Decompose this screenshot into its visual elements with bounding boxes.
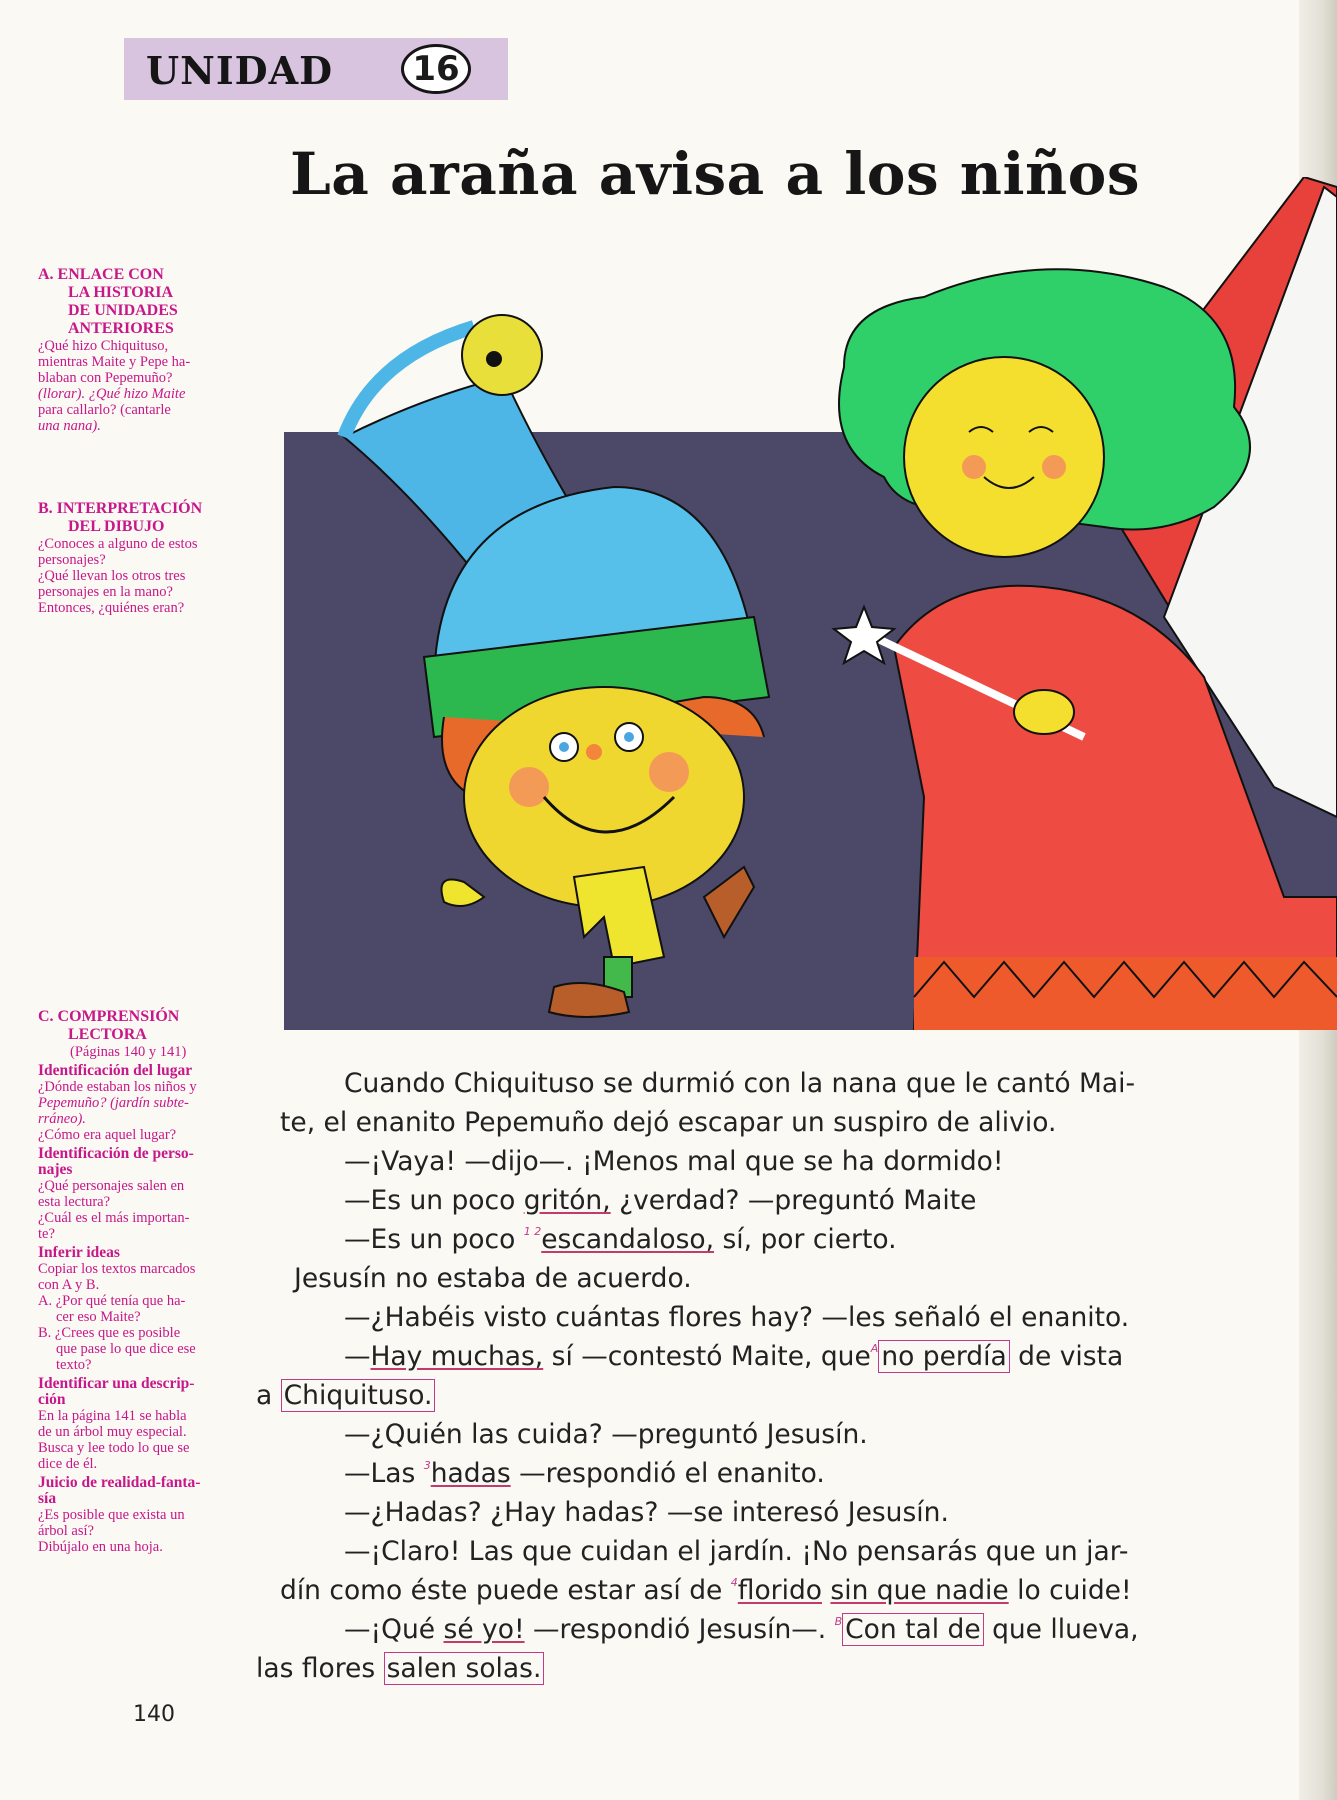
story-line: Cuando Chiquituso se durmió con la nana que le cantó Mai- — [344, 1068, 1136, 1099]
subsection-line: que pase lo que dice ese — [56, 1341, 196, 1357]
subsection-title: Identificar una descrip- — [38, 1375, 195, 1392]
underlined-text: sin que nadie — [830, 1575, 1009, 1606]
marked-text-a-cont: Chiquituso. — [281, 1379, 436, 1412]
vocab-marker: 1 2 — [523, 1225, 542, 1238]
subsection-line: con A y B. — [38, 1277, 100, 1293]
story-line: —¿Hadas? ¿Hay hadas? —se interesó Jesusín. — [344, 1497, 949, 1528]
text-run: —respondió el enanito. — [510, 1458, 825, 1489]
story-line: Jesusín no estaba de acuerdo. — [294, 1263, 692, 1294]
subsection-line: ¿Dónde estaban los niños y — [38, 1079, 197, 1095]
fairy-cheek — [1042, 455, 1066, 479]
vocab-marker: 4 — [730, 1576, 738, 1589]
subsection-line: Pepemuño? (jardín subte- — [38, 1095, 189, 1111]
subsection-title: Juicio de realidad-fanta- — [38, 1474, 201, 1491]
section-c-heading-2: LECTORA — [68, 1026, 147, 1043]
story-line — [256, 1649, 1234, 1688]
subsection-line: esta lectura? — [38, 1194, 111, 1210]
sidebar-section-a — [38, 266, 282, 434]
subsection-line: ¿Es posible que exista un — [38, 1507, 185, 1523]
section-a-line: mientras Maite y Pepe ha- — [38, 354, 191, 370]
section-a-line: para callarlo? (cantarle — [38, 402, 171, 418]
section-a-line: una nana). — [38, 418, 101, 434]
vocab-word-florido: florido — [737, 1575, 822, 1606]
subsection-line: A. ¿Por qué tenía que ha- — [38, 1293, 186, 1309]
vocab-word-hadas: hadas — [430, 1458, 511, 1489]
text-run: a — [256, 1380, 281, 1411]
page-title: La araña avisa a los niños — [290, 140, 1141, 208]
subsection-title: Identificación del lugar — [38, 1062, 193, 1079]
section-b-line: Entonces, ¿quiénes eran? — [38, 600, 185, 616]
vocab-word-escandaloso: escandaloso, — [541, 1224, 715, 1255]
subsection-line: ¿Cuál es el más importan- — [38, 1210, 190, 1226]
story-line — [256, 1376, 1234, 1415]
section-b-line: ¿Conoces a alguno de estos — [38, 536, 198, 552]
section-b-line: personajes? — [38, 552, 106, 568]
section-b-heading-2: DEL DIBUJO — [68, 518, 165, 535]
subsection-line: Copiar los textos marcados — [38, 1261, 196, 1277]
subsection-line: te? — [38, 1226, 55, 1242]
text-run: lo cuide! — [1008, 1575, 1132, 1606]
text-run: — — [344, 1341, 371, 1372]
section-a-line: (llorar). ¿Qué hizo Maite — [38, 386, 186, 402]
story-line — [294, 1610, 1234, 1649]
vocab-word-griton: gritón, — [523, 1185, 611, 1216]
subsection-line: árbol así? — [38, 1523, 94, 1539]
subsection-title: Identificación de perso- — [38, 1145, 194, 1162]
fairy-face — [904, 357, 1104, 557]
story-line: —¡Claro! Las que cuidan el jardín. ¡No pensarás que un jar- — [344, 1536, 1129, 1567]
story-line: te, el enanito Pepemuño dejó escapar un suspiro de alivio. — [280, 1107, 1057, 1138]
pompom-dot — [486, 351, 502, 367]
text-run: ¿verdad? —preguntó Maite — [610, 1185, 977, 1216]
unit-number: 16 — [401, 44, 471, 94]
story-line: —¡Vaya! —dijo—. ¡Menos mal que se ha dormido! — [344, 1146, 1004, 1177]
story-line — [294, 1454, 1234, 1493]
subsection-line: ¿Cómo era aquel lugar? — [38, 1127, 177, 1143]
section-a-heading-3: DE UNIDADES — [68, 302, 178, 319]
underlined-text: Hay muchas, — [370, 1341, 544, 1372]
marked-text-b-cont: salen solas. — [384, 1652, 545, 1685]
gnome-cheek — [649, 752, 689, 792]
subsection-line: B. ¿Crees que es posible — [38, 1325, 181, 1341]
gnome-cheek — [509, 767, 549, 807]
marked-text-a: no perdía — [878, 1340, 1009, 1373]
marked-text-b: Con tal de — [842, 1613, 983, 1646]
text-run: —Las — [344, 1458, 424, 1489]
section-b-line: personajes en la mano? — [38, 584, 173, 600]
section-b-heading: B. INTERPRETACIÓN — [38, 500, 203, 517]
vocab-marker: 3 — [423, 1459, 431, 1472]
subsection-line: En la página 141 se habla — [38, 1408, 187, 1424]
fairy-hand — [1014, 690, 1074, 734]
sidebar-section-b — [38, 500, 282, 616]
page-number: 140 — [133, 1702, 175, 1727]
subsection-line: ¿Qué personajes salen en — [38, 1178, 185, 1194]
subsection-title: Inferir ideas — [38, 1244, 120, 1261]
story-text — [256, 1064, 1234, 1688]
subsection-line: Dibújalo en una hoja. — [38, 1539, 163, 1555]
story-line: —¿Habéis visto cuántas flores hay? —les señaló el enanito. — [344, 1302, 1130, 1333]
section-c-pages: (Páginas 140 y 141) — [70, 1044, 187, 1060]
text-run: las flores — [256, 1653, 384, 1684]
story-line — [294, 1337, 1234, 1376]
subsection-line: rráneo). — [38, 1111, 86, 1127]
section-b-line: ¿Qué llevan los otros tres — [38, 568, 186, 584]
text-run: que llueva, — [983, 1614, 1139, 1645]
unit-label: UNIDAD — [146, 48, 334, 93]
fairy-cheek — [962, 455, 986, 479]
marked-text-label-a: A — [870, 1342, 879, 1355]
sidebar-section-c — [38, 1008, 282, 1555]
text-run: sí —contestó Maite, que — [543, 1341, 871, 1372]
text-run: dín como éste puede estar así de — [280, 1575, 731, 1606]
text-run: —Es un poco — [344, 1224, 524, 1255]
text-run: sí, por cierto. — [714, 1224, 897, 1255]
unit-banner — [124, 38, 508, 100]
gnome-pompom — [462, 315, 542, 395]
illustration — [284, 177, 1337, 1030]
section-a-heading-2: LA HISTORIA — [68, 284, 174, 301]
gnome-pupil-left — [559, 742, 569, 752]
section-a-line: ¿Qué hizo Chiquituso, — [38, 338, 169, 354]
marked-text-label-b: B — [834, 1615, 843, 1628]
subsection-line: cer eso Maite? — [56, 1309, 141, 1325]
section-a-heading-4: ANTERIORES — [68, 320, 174, 337]
subsection-line: texto? — [56, 1357, 92, 1373]
text-run: de vista — [1009, 1341, 1124, 1372]
section-a-line: blaban con Pepemuño? — [38, 370, 173, 386]
section-a-heading: A. ENLACE CON — [38, 266, 164, 283]
story-line — [294, 1181, 1234, 1220]
gnome-pupil-right — [624, 732, 634, 742]
subsection-title-cont: najes — [38, 1161, 73, 1178]
subsection-line: Busca y lee todo lo que se — [38, 1440, 190, 1456]
story-line — [294, 1220, 1234, 1259]
text-run: —Es un poco — [344, 1185, 524, 1216]
gnome-nose — [586, 744, 602, 760]
text-run: —¡Qué — [344, 1614, 444, 1645]
story-line: —¿Quién las cuida? —preguntó Jesusín. — [344, 1419, 868, 1450]
subsection-title-cont: ción — [38, 1391, 66, 1408]
section-c-heading: C. COMPRENSIÓN — [38, 1008, 180, 1025]
underlined-text: sé yo! — [443, 1614, 525, 1645]
text-run: —respondió Jesusín—. — [524, 1614, 835, 1645]
story-line — [280, 1571, 1234, 1610]
subsection-line: de un árbol muy especial. — [38, 1424, 187, 1440]
subsection-line: dice de él. — [38, 1456, 98, 1472]
subsection-title-cont: sía — [38, 1490, 57, 1507]
